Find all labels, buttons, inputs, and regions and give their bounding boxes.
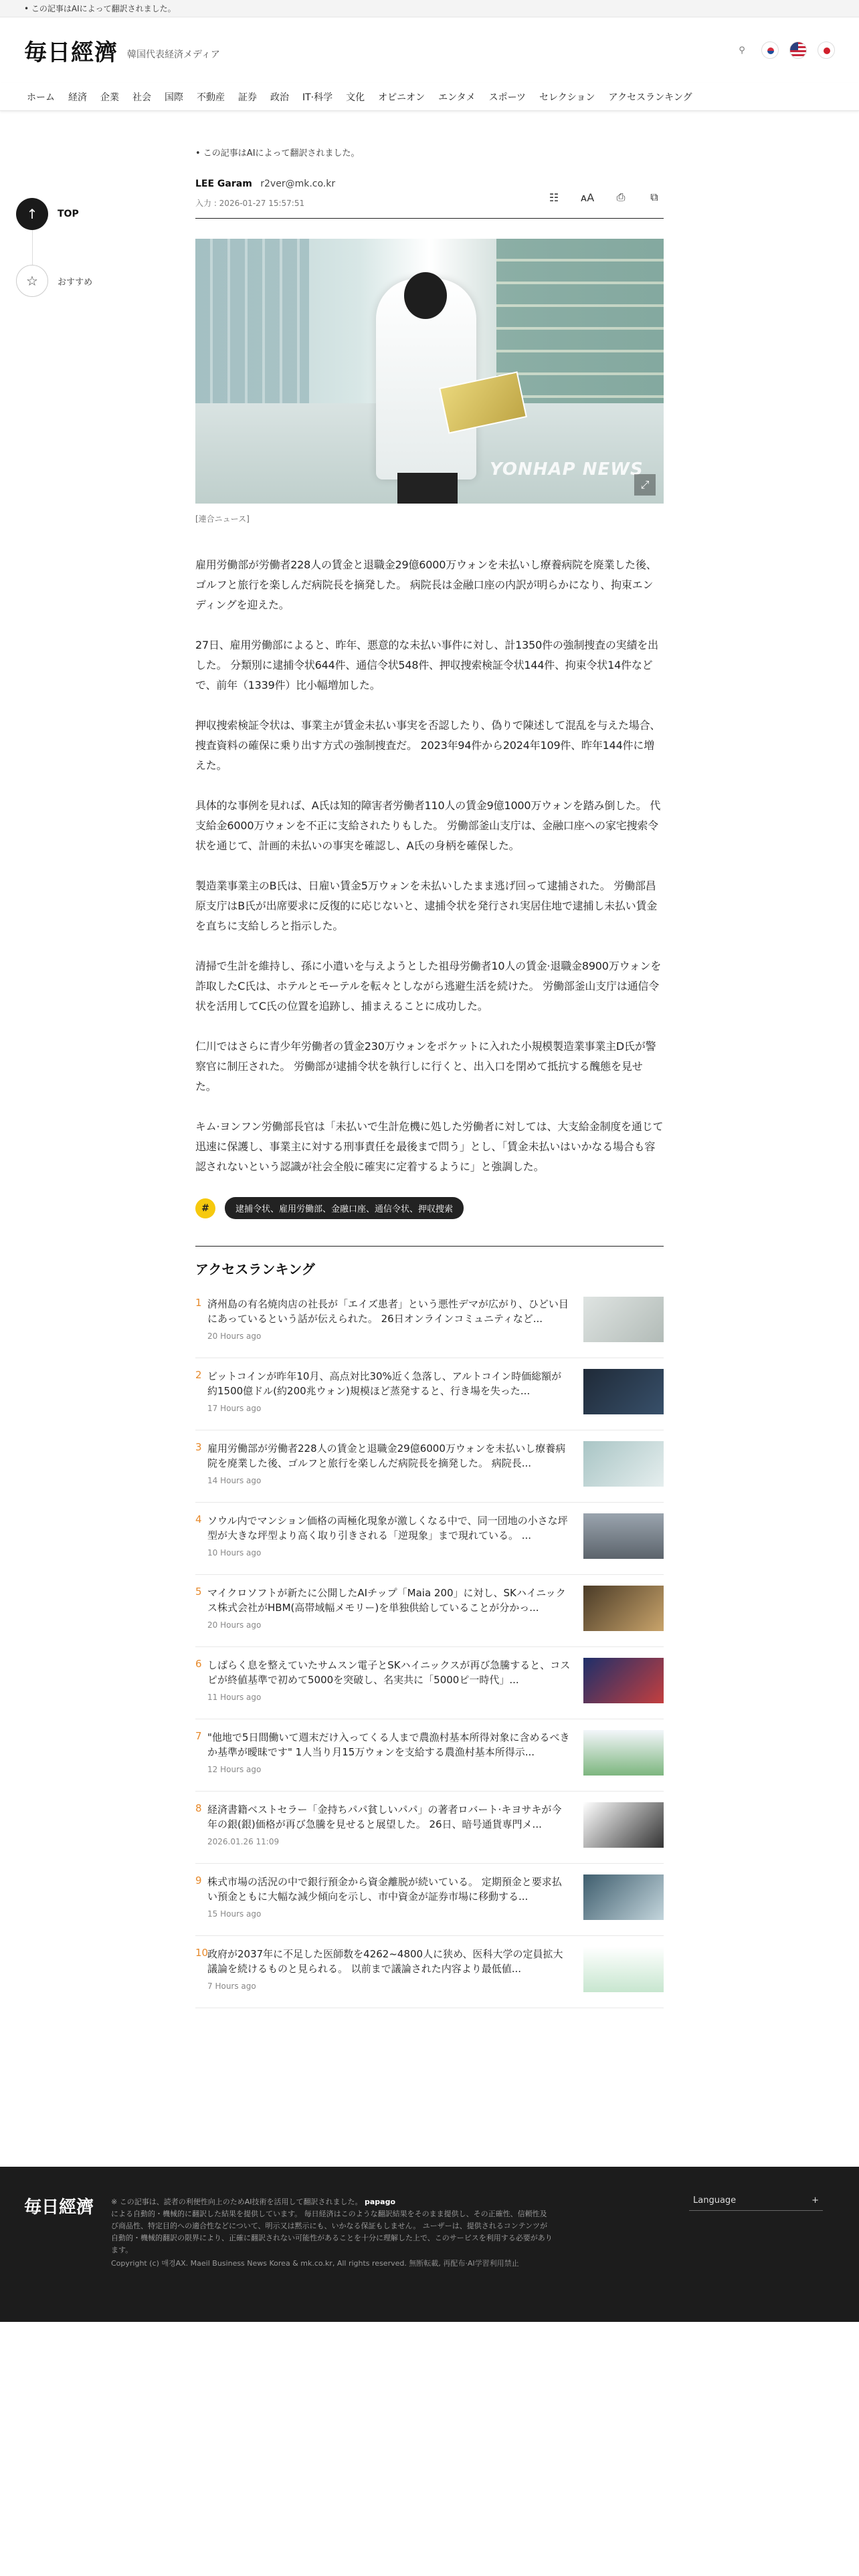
nav-item-opinion[interactable]: オピニオン xyxy=(378,92,425,103)
float-divider xyxy=(32,230,33,265)
article-date: 入力 : 2026-01-27 15:57:51 xyxy=(195,199,305,208)
nav-item-international[interactable]: 国際 xyxy=(165,92,183,103)
photo-doctor-head xyxy=(404,272,447,319)
ranking-time: 2026.01.26 11:09 xyxy=(207,1837,280,1846)
ranking-item[interactable] xyxy=(195,1286,664,1358)
ranking-headline[interactable]: ビットコインが昨年10月、高点対比30%近く急落し、アルトコイン時価総額が約1500億ドル(約200兆ウォン)規模ほど蒸発すると、行き場を失った... xyxy=(207,1370,562,1397)
translation-notice-bar xyxy=(0,0,859,17)
nav-item-ranking[interactable]: アクセスランキング xyxy=(608,92,692,103)
japan-flag-icon[interactable] xyxy=(818,41,835,59)
ranking-headline[interactable]: しばらく息を整えていたサムスン電子とSKハイニックスが再び急騰すると、コスピが終値基準で初めて5000を突破し、名実共に「5000ピ一時代」... xyxy=(207,1659,571,1686)
ranking-item[interactable] xyxy=(195,1575,664,1647)
us-flag-icon[interactable] xyxy=(789,41,807,59)
star-icon: ☆ xyxy=(16,265,48,297)
article xyxy=(195,131,664,2008)
translate-icon[interactable]: ☷ xyxy=(549,191,559,204)
site-logo[interactable]: 毎日經濟 xyxy=(24,39,118,66)
ranking-item[interactable] xyxy=(195,1430,664,1503)
ranking-time: 10 Hours ago xyxy=(207,1548,262,1558)
ranking-time: 20 Hours ago xyxy=(207,1620,262,1630)
ranking-thumbnail[interactable] xyxy=(583,1874,664,1920)
font-size-icon[interactable]: ᴀA xyxy=(580,191,595,204)
language-selector[interactable] xyxy=(689,2191,823,2211)
site-tagline: 韓国代表経済メディア xyxy=(127,49,220,60)
article-paragraph: 仁川ではさらに青少年労働者の賃金230万ウォンをポケットに入れた小規模製造業事業主D氏が警察官に制圧された。 労働部が逮捕令状を執行しに行くと、出入口を閉めて抵抗する醜態を見せた。 xyxy=(195,1040,656,1093)
footer-logo[interactable]: 毎日經濟 xyxy=(24,2197,94,2218)
korean-flag-icon[interactable] xyxy=(761,41,779,59)
nav-item-sports[interactable]: スポーツ xyxy=(488,92,527,103)
article-tags xyxy=(195,1197,664,1219)
ranking-headline[interactable]: ソウル内でマンション価格の両極化現象が激しくなる中で、同一団地の小さな坪型が大きな坪型より高く取り引きされる「逆現象」まで現れている。 ... xyxy=(207,1515,568,1541)
nav-item-entertainment[interactable]: エンタメ xyxy=(438,92,476,103)
article-paragraph: 清掃で生計を維持し、孫に小遣いを与えようとした祖母労働者10人の賃金·退職金8900万ウォンを詐取したC氏は、ホテルとモーテルを転々としながら逃避生活を続けた。 労働部釜山支庁は通信令状を活用してC氏の位置を追跡し、捕まえることに成功した。 xyxy=(195,960,662,1012)
ranking-headline[interactable]: 雇用労働部が労働者228人の賃金と退職金29億6000万ウォンを未払いし療養病院を廃業した後、ゴルフと旅行を楽しんだ病院長を摘発した。 病院長... xyxy=(207,1442,566,1469)
ranking-time: 14 Hours ago xyxy=(207,1476,262,1485)
translation-notice-text: • この記事はAIによって翻訳されました。 xyxy=(24,4,176,13)
photo-caption: [連合ニュース] xyxy=(195,514,250,524)
ranking-number: 10 xyxy=(195,1947,209,1959)
photo-watermark: YONHAP NEWS xyxy=(490,459,644,479)
ranking-number: 7 xyxy=(195,1730,202,1742)
ranking-item[interactable] xyxy=(195,1936,664,2008)
nav-item-business[interactable]: 企業 xyxy=(100,92,119,103)
ranking-thumbnail[interactable] xyxy=(583,1441,664,1487)
search-icon[interactable]: ⚲ xyxy=(739,45,745,56)
article-paragraph: 雇用労働部が労働者228人の賃金と退職金29億6000万ウォンを未払いし療養病院を廃業した後、ゴルフと旅行を楽しんだ病院長を摘発した。 病院長は金融口座の内訳が明らかになり、拘束エンディングを迎えた。 xyxy=(195,558,657,611)
ranking-thumbnail[interactable] xyxy=(583,1947,664,1992)
ranking-headline[interactable]: 経済書籍ベストセラー「金持ちパパ貧しいパパ」の著者ロバート·キヨサキが今年の銀(銀)価格が再び急騰を見せると展望した。 26日、暗号通貨専門メ... xyxy=(207,1804,562,1830)
ranking-time: 11 Hours ago xyxy=(207,1693,262,1702)
article-paragraph: 製造業事業主のB氏は、日雇い賃金5万ウォンを未払いしたまま逃げ回って逮捕された。 労働部昌原支庁はB氏が出席要求に反復的に応じないと、逮捕令状を発行され実居住地で逮捕し未払い賃金を直ちに支給しろと指示した。 xyxy=(195,879,658,932)
ranking-headline[interactable]: 株式市場の活況の中で銀行預金から資金離脱が続いている。 定期預金と要求払い預金ともに大幅な減少傾向を示し、市中資金が証券市場に移動する... xyxy=(207,1876,562,1903)
ranking-headline[interactable]: 政府が2037年に不足した医師数を4262~4800人に狭め、医科大学の定員拡大議論を続けるものと見られる。 以前まで議論された内容より最低値... xyxy=(207,1948,563,1975)
site-footer xyxy=(0,2167,859,2322)
author-line xyxy=(195,179,545,189)
ranking-item[interactable] xyxy=(195,1503,664,1575)
footer-disclaimer-body: による自動的・機械的に翻訳した結果を提供しています。 毎日経済はこのような翻訳結果をそのまま提供し、その正確性、信頼性及び商品性、特定目的への適合性などについて、明示又は黙示にも、いかなる保証もしません。 ユーザーは、提供されるコンテンツが自動的・機械的翻訳の限界により、正確に翻訳されない可能性があることを十分に理解した上で、このサービスを利用する必要があります。 xyxy=(111,2210,553,2254)
article-paragraph: 27日、雇用労働部によると、昨年、悪意的な未払い事件に対し、計1350件の強制捜査の実績を出した。 分類別に逮捕令状644件、通信令状548件、押収捜索検証令状144件、拘束令状14件などで、前年（1339件）比小幅増加した。 xyxy=(195,639,658,691)
ranking-item[interactable] xyxy=(195,1864,664,1936)
article-paragraph: キム·ヨンフン労働部長官は「未払いで生計危機に処した労働者に対しては、大支給金制度を通じて迅速に保護し、事業主に対する刑事責任を最後まで問う」とし、「賃金未払いはいかなる場合も容認されないという認識が社会全般に確実に定着するように」と強調した。 xyxy=(195,1120,664,1173)
ranking-item[interactable] xyxy=(195,1647,664,1719)
article-paragraph: 押収捜索検証令状は、事業主が賃金未払い事実を否認したり、偽りで陳述して混乱を与えた場合、捜査資料の確保に乗り出す方式の強制捜査だ。 2023年94件から2024年109件、昨年144件に増えた。 xyxy=(195,719,661,772)
ranking-number: 2 xyxy=(195,1369,202,1381)
floating-side-menu xyxy=(16,198,110,297)
nav-item-real-estate[interactable]: 不動産 xyxy=(197,92,225,103)
article-ai-note: • この記事はAIによって翻訳されました。 xyxy=(195,148,360,158)
ranking-headline[interactable]: 済州島の有名焼肉店の社長が「エイズ患者」という悪性デマが広がり、ひどい目にあっているという話が伝えられた。 26日オンラインコミュニティなど... xyxy=(207,1298,569,1325)
ranking-number: 3 xyxy=(195,1441,202,1453)
ranking-thumbnail[interactable] xyxy=(583,1513,664,1559)
ranking-headline[interactable]: "他地で5日間働いて週末だけ入ってくる人まで農漁村基本所得対象に含めるべきか基準が曖昧です" 1人当り月15万ウォンを支給する農漁村基本所得示... xyxy=(207,1731,570,1758)
ranking-thumbnail[interactable] xyxy=(583,1297,664,1342)
language-label: Language xyxy=(693,2195,737,2206)
ranking-thumbnail[interactable] xyxy=(583,1658,664,1703)
ranking-time: 7 Hours ago xyxy=(207,1981,256,1991)
ranking-number: 6 xyxy=(195,1658,202,1670)
article-byline xyxy=(195,179,664,219)
article-tools xyxy=(545,188,664,207)
nav-item-it-science[interactable]: IT·科学 xyxy=(302,92,333,103)
header-actions xyxy=(733,41,835,59)
article-photo[interactable] xyxy=(195,239,664,504)
tag-pill[interactable]: 逮捕令状、雇用労働部、金融口座、通信令状、押収捜索 xyxy=(225,1197,464,1219)
ranking-number: 9 xyxy=(195,1874,202,1887)
ranking-thumbnail[interactable] xyxy=(583,1730,664,1776)
expand-icon[interactable]: ⤢ xyxy=(634,474,656,496)
article-paragraph: 具体的な事例を見れば、A氏は知的障害者労働者110人の賃金9億1000万ウォンを踏み倒した。 代支給金6000万ウォンを不正に支給されたりもした。 労働部釜山支庁は、金融口座への家宅捜索令状を通じて、計画的未払いの事実を確認し、A氏の身柄を確保した。 xyxy=(195,799,661,852)
scroll-top-button[interactable] xyxy=(16,198,110,230)
article-body xyxy=(195,555,664,1177)
ranking-time: 17 Hours ago xyxy=(207,1404,262,1413)
site-header xyxy=(0,17,859,83)
main-nav xyxy=(0,83,859,111)
photo-doctor-legs xyxy=(397,473,458,504)
recommend-button[interactable] xyxy=(16,265,110,297)
nav-item-economy[interactable]: 経済 xyxy=(68,92,87,103)
ranking-time: 15 Hours ago xyxy=(207,1909,262,1919)
footer-disclaimer xyxy=(111,2196,553,2256)
ranking-thumbnail[interactable] xyxy=(583,1586,664,1631)
ranking-time: 12 Hours ago xyxy=(207,1765,262,1774)
papago-logo: papago xyxy=(364,2197,396,2206)
nav-item-home[interactable]: ホーム xyxy=(27,92,55,103)
ranking-number: 8 xyxy=(195,1802,202,1814)
access-ranking xyxy=(195,1246,664,2008)
footer-disclaimer-lead: ※ この記事は、読者の利便性向上のためAI技術を活用して翻訳されました。 xyxy=(111,2197,363,2206)
ranking-thumbnail[interactable] xyxy=(583,1802,664,1848)
ranking-number: 4 xyxy=(195,1513,202,1525)
arrow-up-icon: ↑ xyxy=(16,198,48,230)
ranking-headline[interactable]: マイクロソフトが新たに公開したAIチップ「Maia 200」に対し、SKハイニックス株式会社がHBM(高帯域幅メモリー)を単独供給していることが分かっ... xyxy=(207,1587,566,1614)
ranking-item[interactable] xyxy=(195,1792,664,1864)
ranking-item[interactable] xyxy=(195,1719,664,1792)
recommend-label: おすすめ xyxy=(58,277,93,288)
footer-copyright: Copyright (c) 매경AX. Maeil Business News Korea & mk.co.kr, All rights reserved. 無断転載, 再配布·AI学習利用禁止 xyxy=(111,2259,519,2268)
top-label: TOP xyxy=(58,209,79,219)
author-name[interactable]: LEE Garam xyxy=(195,179,252,189)
nav-item-politics[interactable]: 政治 xyxy=(270,92,289,103)
ranking-item[interactable] xyxy=(195,1358,664,1430)
ranking-title: アクセスランキング xyxy=(195,1261,315,1277)
ranking-thumbnail[interactable] xyxy=(583,1369,664,1414)
nav-item-securities[interactable]: 証券 xyxy=(238,92,257,103)
ranking-number: 5 xyxy=(195,1586,202,1598)
hashtag-icon: # xyxy=(195,1198,215,1218)
print-icon[interactable]: ⎙ xyxy=(616,191,626,203)
ranking-time: 20 Hours ago xyxy=(207,1331,262,1341)
nav-item-selection[interactable]: セレクション xyxy=(539,92,595,103)
ranking-number: 1 xyxy=(195,1297,202,1309)
author-email[interactable]: r2ver@mk.co.kr xyxy=(260,179,336,189)
nav-item-culture[interactable]: 文化 xyxy=(346,92,365,103)
plus-icon: + xyxy=(812,2195,819,2206)
share-icon[interactable]: ⧉ xyxy=(650,191,658,203)
nav-item-society[interactable]: 社会 xyxy=(132,92,151,103)
